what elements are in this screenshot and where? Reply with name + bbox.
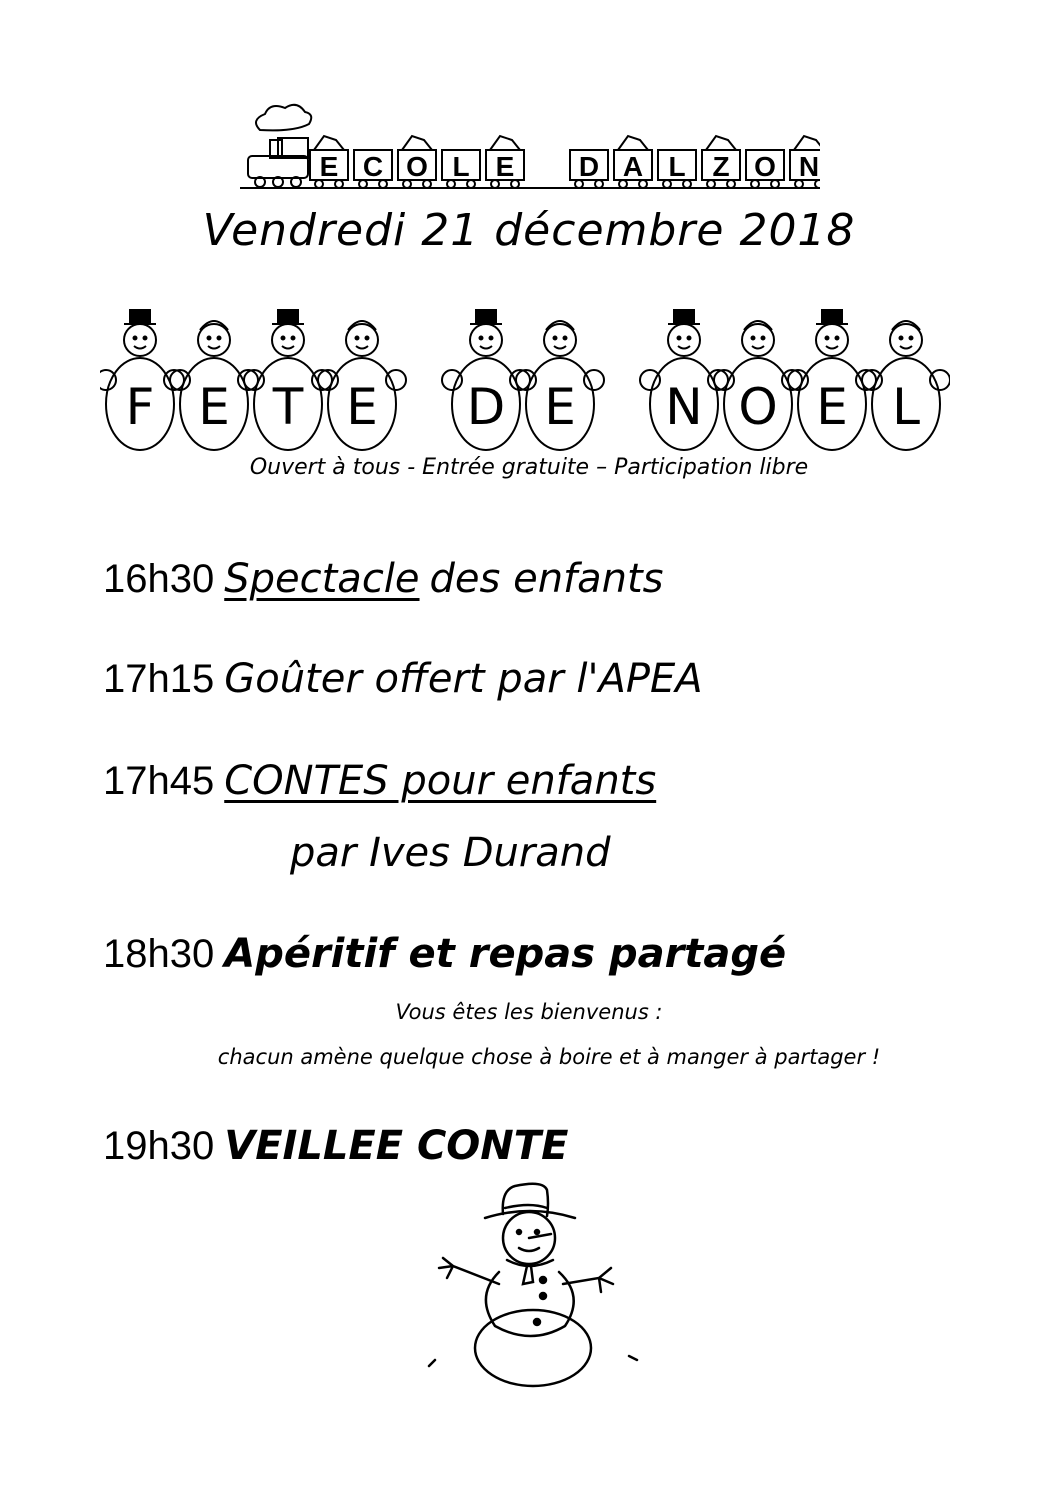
schedule-item-contes xyxy=(103,757,656,804)
schedule-time: 16h30 xyxy=(103,557,215,601)
banner-letter: L xyxy=(892,378,920,436)
banner-letter: E xyxy=(346,378,378,436)
train-illustration xyxy=(240,100,820,194)
event-date: Vendredi 21 décembre 2018 xyxy=(202,205,856,256)
schedule-item-gouter xyxy=(103,655,703,702)
train-letter: A xyxy=(622,151,644,182)
schedule-time: 18h30 xyxy=(103,932,215,976)
train-letter: C xyxy=(362,151,384,182)
banner-letter: E xyxy=(198,378,230,436)
train-wagon xyxy=(442,150,480,188)
train-wagon xyxy=(746,150,784,188)
snowman-letter xyxy=(100,310,184,450)
banner-letter: E xyxy=(544,378,576,436)
schedule-title: Apéritif et repas partagé xyxy=(224,931,787,977)
schedule-title: Spectacle xyxy=(224,556,420,602)
train-letter: N xyxy=(798,151,820,182)
banner-letter: E xyxy=(816,378,848,436)
train-letter: O xyxy=(754,151,776,182)
schedule-title-rest: des enfants xyxy=(429,556,664,602)
schedule-note: Vous êtes les bienvenus : xyxy=(395,1000,663,1024)
banner-letter: T xyxy=(272,378,304,436)
train-letter: E xyxy=(495,151,515,182)
train-wagon xyxy=(570,150,608,188)
train-letter: Z xyxy=(712,151,730,182)
train-wagon xyxy=(398,136,436,188)
train-wagon xyxy=(354,150,392,188)
schedule-time: 17h45 xyxy=(103,759,215,803)
schedule-note: chacun amène quelque chose à boire et à manger à partager ! xyxy=(217,1045,881,1069)
train-wagon xyxy=(486,136,524,188)
snowman-letter xyxy=(516,321,604,450)
train-wagon xyxy=(790,136,820,188)
train-letter: E xyxy=(319,151,339,182)
banner-letter: F xyxy=(125,378,155,436)
schedule-item-aperitif xyxy=(103,930,786,977)
fete-de-noel-banner xyxy=(100,308,950,458)
train-letter: O xyxy=(406,151,428,182)
banner-letter: O xyxy=(738,378,778,436)
snowman-letter xyxy=(318,321,406,450)
schedule-subtitle: par Ives Durand xyxy=(290,830,611,876)
schedule-time: 19h30 xyxy=(103,1124,215,1168)
schedule-item-spectacle xyxy=(103,555,664,602)
train-wagon xyxy=(614,136,652,188)
snowman-illustration xyxy=(415,1180,645,1390)
train-wagon xyxy=(658,150,696,188)
snowman-letter xyxy=(862,321,950,450)
train-letter: D xyxy=(578,151,600,182)
banner-letter: D xyxy=(466,378,506,436)
tagline: Ouvert à tous - Entrée gratuite – Participation libre xyxy=(249,455,809,480)
train-letter: L xyxy=(668,151,686,182)
banner-letter: N xyxy=(665,378,703,436)
schedule-title: Goûter offert par l'APEA xyxy=(224,656,703,702)
locomotive-icon xyxy=(248,105,311,187)
schedule-time: 17h15 xyxy=(103,657,215,701)
schedule-item-veillee xyxy=(103,1122,568,1169)
train-letter: L xyxy=(452,151,470,182)
schedule-title: CONTES pour enfants xyxy=(224,758,657,804)
train-wagon xyxy=(702,136,740,188)
train-wagon xyxy=(310,136,348,188)
schedule-title: VEILLEE CONTE xyxy=(224,1123,569,1169)
